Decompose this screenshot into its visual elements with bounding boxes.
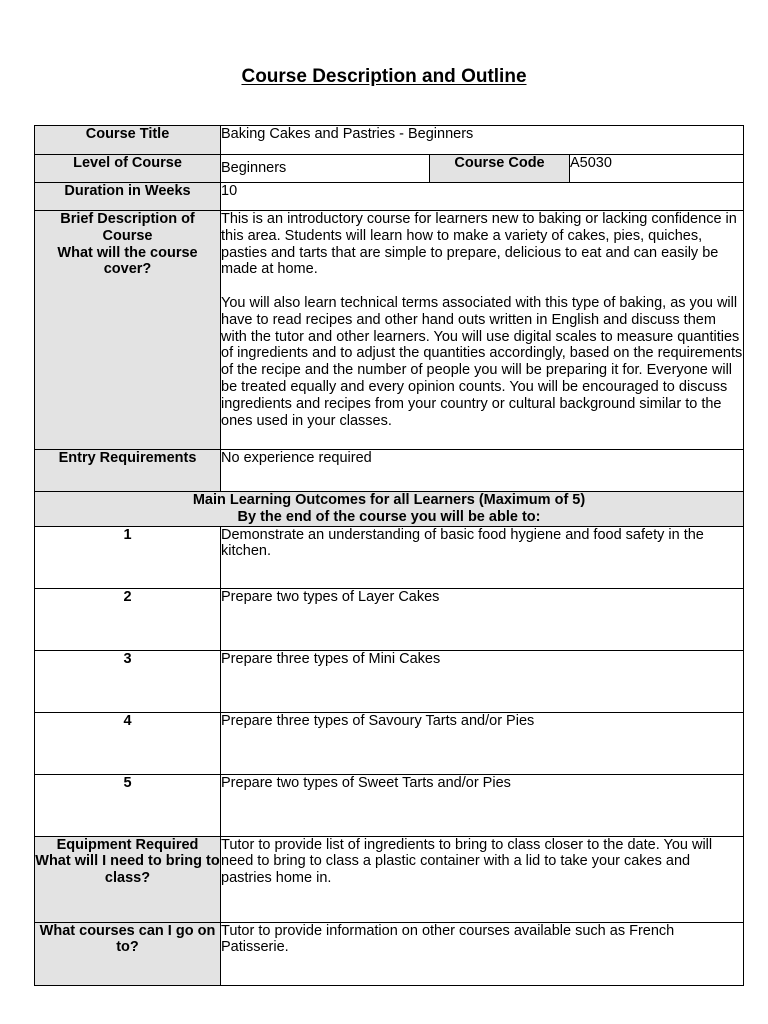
- outcomes-header: [35, 492, 744, 527]
- description-label-line1: Brief Description of Course: [60, 211, 195, 244]
- row-description: [35, 211, 744, 450]
- duration-value: 10: [221, 183, 744, 211]
- row-outcomes-header: [35, 492, 744, 527]
- row-entry-requirements: [35, 450, 744, 492]
- level-value: Beginners: [221, 155, 430, 183]
- outcome-text: Prepare two types of Sweet Tarts and/or Pies: [221, 774, 744, 836]
- outcomes-header-line1: Main Learning Outcomes for all Learners (Maximum of 5): [192, 492, 586, 508]
- description-paragraph-2: You will also learn technical terms associated with this type of baking, as you will have to read recipes and other hand outs written in English and discuss them with the tutor and other learners. You will use digital scales to measure quantities of ingredients and to adjust the quantities accordingly, based on the requirements of the recipe and the number of people you will be preparing it for. Everyone will be treated equally and every opinion counts. You will be encouraged to discuss ingredients and recipes from your country or cultural background similar to the ones used in your classes.: [221, 294, 743, 429]
- equipment-value: Tutor to provide list of ingredients to bring to class closer to the date. You will need to bring to class a plastic container with a lid to take your cakes and pastries home in.: [221, 836, 744, 922]
- course-title-value: Baking Cakes and Pastries - Beginners: [221, 126, 744, 155]
- outcomes-header-line2: By the end of the course you will be able to:: [237, 508, 541, 525]
- outcome-row: [35, 774, 744, 836]
- outcome-row: [35, 650, 744, 712]
- row-level: [35, 155, 744, 183]
- outcome-text: Demonstrate an understanding of basic food hygiene and food safety in the kitchen.: [221, 526, 744, 588]
- course-code-value: A5030: [570, 155, 744, 183]
- outcome-text: Prepare two types of Layer Cakes: [221, 588, 744, 650]
- course-code-label: Course Code: [430, 155, 570, 183]
- row-duration: [35, 183, 744, 211]
- description-paragraph-1: This is an introductory course for learners new to baking or lacking confidence in this area. Students will learn how to make a variety of cakes, pies, quiches, pasties and tarts that are simple to prepare, delicious to eat and can easily be made at home.: [221, 211, 737, 278]
- outcome-text: Prepare three types of Savoury Tarts and/or Pies: [221, 712, 744, 774]
- progression-value: Tutor to provide information on other courses available such as French Patisserie.: [221, 922, 744, 985]
- row-equipment: [35, 836, 744, 922]
- outcome-number: 5: [35, 774, 221, 836]
- progression-label: What courses can I go on to?: [35, 922, 221, 985]
- duration-label: Duration in Weeks: [35, 183, 221, 211]
- outcome-number: 1: [35, 526, 221, 588]
- level-label: Level of Course: [35, 155, 221, 183]
- page-title-text: Course Description and Outline: [241, 66, 527, 87]
- outcome-number: 2: [35, 588, 221, 650]
- row-course-title: [35, 126, 744, 155]
- outcome-row: [35, 712, 744, 774]
- row-progression: [35, 922, 744, 985]
- course-title-label: Course Title: [35, 126, 221, 155]
- outcome-row: [35, 526, 744, 588]
- outcome-text: Prepare three types of Mini Cakes: [221, 650, 744, 712]
- description-value: [221, 211, 744, 450]
- entry-requirements-value: No experience required: [221, 450, 744, 492]
- equipment-label-line2: What will I need to bring to class?: [35, 853, 220, 887]
- page-title: [0, 66, 768, 88]
- outcome-number: 3: [35, 650, 221, 712]
- entry-requirements-label: Entry Requirements: [35, 450, 221, 492]
- outcome-number: 4: [35, 712, 221, 774]
- equipment-label: [35, 836, 221, 922]
- outcome-row: [35, 588, 744, 650]
- equipment-label-line1: Equipment Required: [56, 836, 199, 853]
- course-outline-table: [34, 125, 744, 986]
- description-label-line2: What will the course cover?: [57, 244, 198, 278]
- description-label: [35, 211, 221, 450]
